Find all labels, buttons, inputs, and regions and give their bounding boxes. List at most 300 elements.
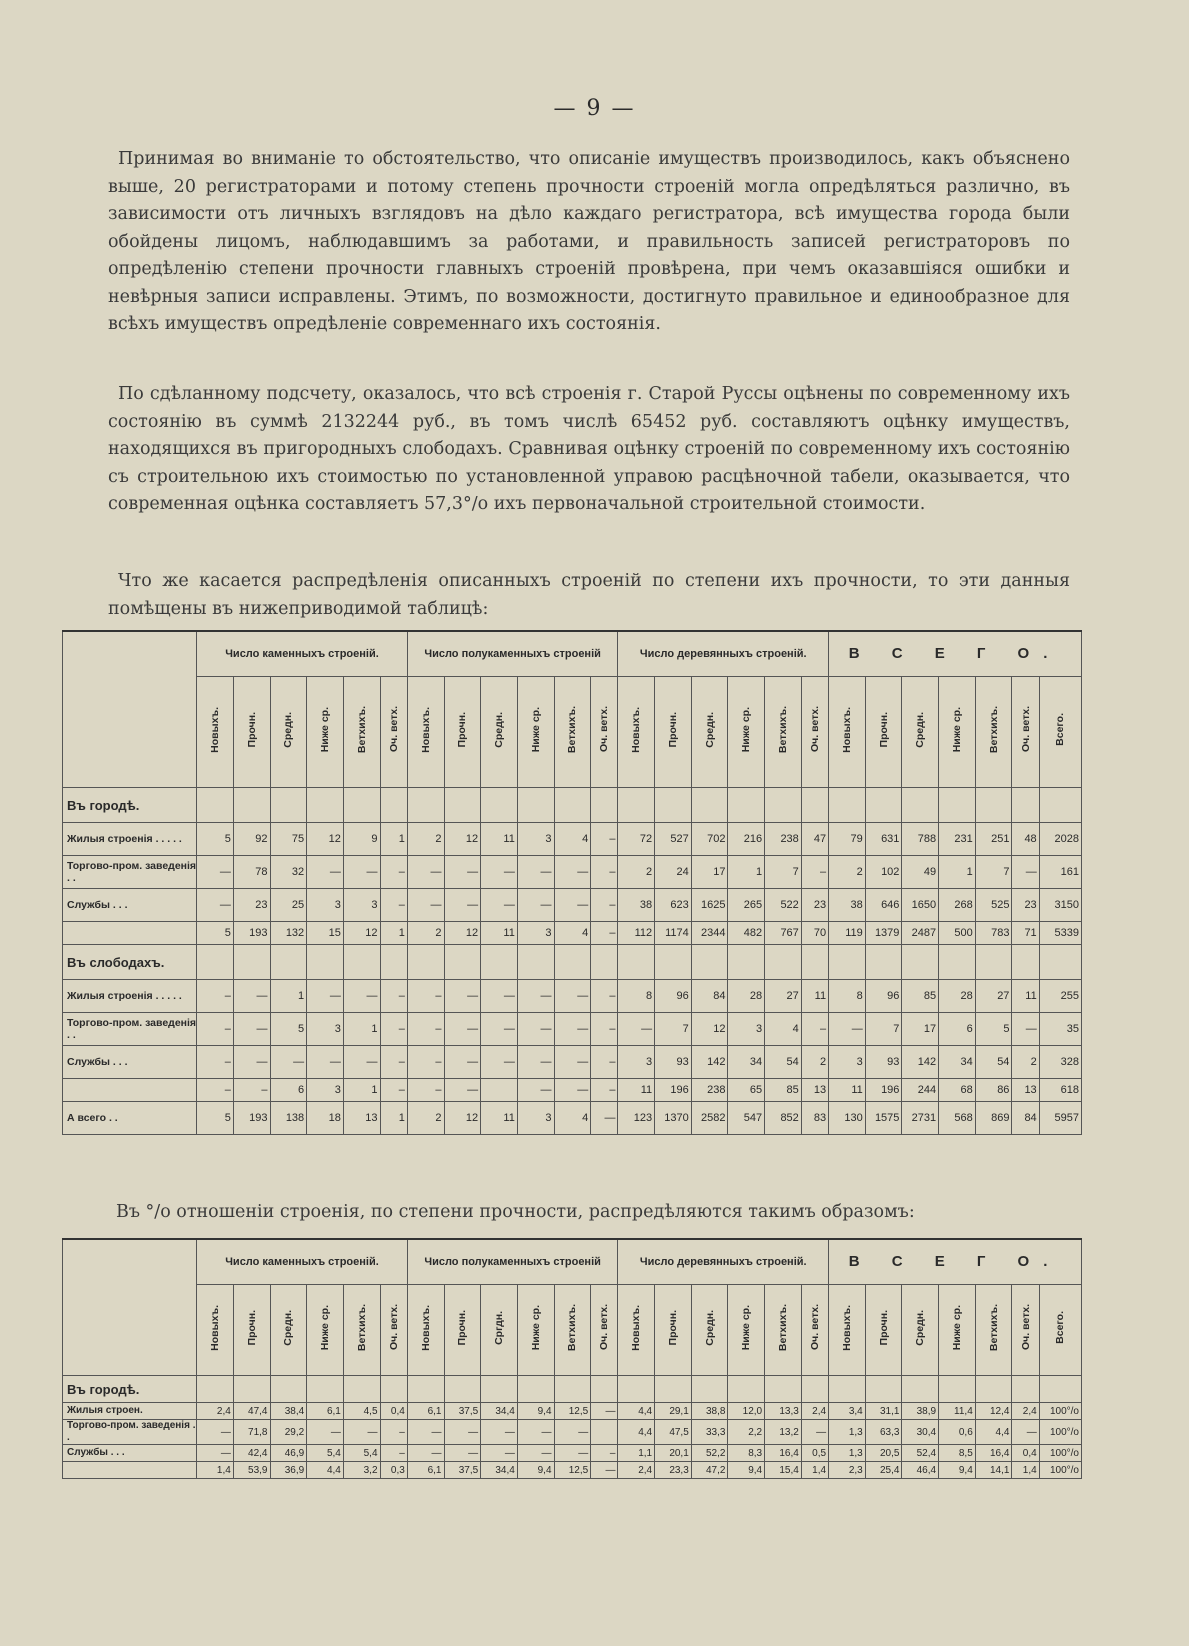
table-cell: 96: [655, 980, 692, 1013]
table-row: [63, 1079, 1082, 1102]
table-cell: 12: [343, 922, 380, 945]
table-cell: —: [517, 1445, 554, 1462]
row-label: Жилыя строен.: [63, 1403, 197, 1420]
table-cell: 142: [691, 1046, 728, 1079]
table-cell: —: [517, 856, 554, 889]
row-label: Службы . . .: [63, 1046, 197, 1079]
column-header: Ниже ср.: [529, 1304, 542, 1351]
column-header: Прочн.: [456, 711, 469, 748]
table-cell: –: [197, 1079, 234, 1102]
table-cell: 23: [801, 889, 828, 922]
table-cell: 30,4: [902, 1420, 939, 1445]
table-cell: 15: [307, 922, 344, 945]
table-cell: 1: [270, 980, 307, 1013]
table-cell: 17: [691, 856, 728, 889]
table-cell: 3: [343, 889, 380, 922]
table-cell: 1625: [691, 889, 728, 922]
table-cell: —: [481, 980, 518, 1013]
strength-percent-table: [62, 1238, 1082, 1479]
table-cell: —: [270, 1046, 307, 1079]
table-cell: 788: [902, 823, 939, 856]
table-cell: 31,1: [865, 1403, 902, 1420]
table-cell: –: [380, 889, 407, 922]
table-cell: —: [517, 889, 554, 922]
table-cell: 12: [307, 823, 344, 856]
column-header: Ниже ср.: [740, 1304, 753, 1351]
table-cell: –: [407, 1079, 444, 1102]
table-cell: 1,1: [618, 1445, 655, 1462]
paragraph-3: Что же касается распредѣленія описанныхъ строеній по степени ихъ прочности, то эти данныя помѣщены въ нижеприводимой таблицѣ:: [108, 571, 1070, 619]
table-cell: —: [233, 1013, 270, 1046]
table-cell: 34,4: [481, 1403, 518, 1420]
table-cell: 25: [270, 889, 307, 922]
table-cell: 79: [829, 823, 866, 856]
column-header-total: Всего.: [1054, 1311, 1067, 1344]
table-cell: 34: [939, 1046, 976, 1079]
table-cell: 18: [307, 1102, 344, 1135]
table-cell: –: [380, 1420, 407, 1445]
column-header: Ниже ср.: [950, 706, 963, 753]
table-cell: 5,4: [307, 1445, 344, 1462]
table-cell: 2,4: [197, 1403, 234, 1420]
table-row: [63, 1046, 1082, 1079]
table-cell: 4: [554, 1102, 591, 1135]
table-cell: 11: [481, 922, 518, 945]
table-cell: —: [554, 1445, 591, 1462]
table-cell: 8: [618, 980, 655, 1013]
table-cell: 130: [829, 1102, 866, 1135]
table-cell: —: [1012, 856, 1039, 889]
table-cell: 5: [197, 922, 234, 945]
table-cell: –: [407, 1013, 444, 1046]
table-cell: 23: [233, 889, 270, 922]
table-cell: 3150: [1039, 889, 1081, 922]
table-cell: 547: [728, 1102, 765, 1135]
table-cell: —: [197, 889, 234, 922]
table-cell: —: [801, 1420, 828, 1445]
table-cell: 2731: [902, 1102, 939, 1135]
table-cell: 96: [865, 980, 902, 1013]
table-cell: 6: [939, 1013, 976, 1046]
table-cell: 16,4: [765, 1445, 802, 1462]
table-cell: 2028: [1039, 823, 1081, 856]
table-cell: –: [407, 980, 444, 1013]
column-header: Средн.: [703, 1309, 716, 1346]
table-cell: 1379: [865, 922, 902, 945]
table-cell: —: [343, 1420, 380, 1445]
table-cell: 11: [618, 1079, 655, 1102]
table-cell: 4,5: [343, 1403, 380, 1420]
table-cell: 2487: [902, 922, 939, 945]
table-cell: —: [591, 1403, 618, 1420]
table-cell: [481, 1079, 518, 1102]
table-cell: 8,5: [939, 1445, 976, 1462]
table-row: [63, 1013, 1082, 1046]
table-cell: 193: [233, 1102, 270, 1135]
table-cell: 93: [865, 1046, 902, 1079]
column-header: Новыхъ.: [419, 706, 432, 753]
table-cell: —: [481, 1445, 518, 1462]
table-cell: 6,1: [307, 1403, 344, 1420]
table-cell: —: [517, 1079, 554, 1102]
column-header: Новыхъ.: [419, 1304, 432, 1351]
group-header: Число деревянныхъ строеній.: [618, 1239, 829, 1285]
table-cell: 0,5: [801, 1445, 828, 1462]
table-cell: —: [444, 1079, 481, 1102]
table-cell: –: [380, 1445, 407, 1462]
table-cell: 20,1: [655, 1445, 692, 1462]
table-cell: 3: [517, 922, 554, 945]
table-cell: 72: [618, 823, 655, 856]
table-cell: 1: [728, 856, 765, 889]
table-cell: 0,3: [380, 1462, 407, 1479]
table-cell: 1,3: [829, 1420, 866, 1445]
table-cell: 216: [728, 823, 765, 856]
paragraph-2: По сдѣланному подсчету, оказалось, что всѣ строенія г. Старой Руссы оцѣнены по современному ихъ состоянію въ суммѣ 2132244 руб., въ томъ числѣ 65452 руб. составляютъ оцѣнку имуществъ, находящихся въ пригородныхъ слободахъ. Сравнивая оцѣнку строеній по современному ихъ состоянію съ строительною ихъ стоимостью по установленной управою расцѣночной табели, оказывается, что современная оцѣнка составляетъ 57,3°/о ихъ первоначальной строительной стоимости.: [108, 384, 1070, 514]
table-cell: 46,9: [270, 1445, 307, 1462]
table-cell: 34: [728, 1046, 765, 1079]
table-cell: —: [444, 1420, 481, 1445]
column-header: Новыхъ.: [840, 1304, 853, 1351]
table-cell: 2,4: [618, 1462, 655, 1479]
column-header: Оч. ветх.: [1019, 1304, 1032, 1351]
table-cell: 12,0: [728, 1403, 765, 1420]
table-cell: —: [343, 1046, 380, 1079]
table-cell: 52,2: [691, 1445, 728, 1462]
table-cell: –: [380, 1079, 407, 1102]
table-cell: 852: [765, 1102, 802, 1135]
group-header: В С Е Г О.: [829, 631, 1082, 677]
table-cell: 83: [801, 1102, 828, 1135]
table-cell: 46,4: [902, 1462, 939, 1479]
table-cell: —: [481, 1013, 518, 1046]
column-header: Ветхихъ.: [987, 705, 1000, 754]
table-cell: 1,4: [1012, 1462, 1039, 1479]
column-header: Оч. ветх.: [808, 1304, 821, 1351]
column-header: Новыхъ.: [840, 706, 853, 753]
table-cell: 2: [1012, 1046, 1039, 1079]
row-label: Жилыя строенія . . . . .: [63, 980, 197, 1013]
column-header: Прочн.: [245, 1309, 258, 1346]
table-cell: –: [233, 1079, 270, 1102]
column-header: Прочн.: [877, 1309, 890, 1346]
table-cell: 7: [975, 856, 1012, 889]
column-header: Ветхихъ.: [987, 1303, 1000, 1352]
table-cell: 231: [939, 823, 976, 856]
table-cell: 71: [1012, 922, 1039, 945]
table-cell: 47,2: [691, 1462, 728, 1479]
column-header: Средн.: [282, 1309, 295, 1346]
section-title: Въ слободахъ.: [63, 945, 197, 980]
table-cell: 54: [765, 1046, 802, 1079]
table-cell: 138: [270, 1102, 307, 1135]
table-cell: 142: [902, 1046, 939, 1079]
table-cell: —: [307, 1046, 344, 1079]
column-header: Новыхъ.: [630, 706, 643, 753]
table-cell: 13,2: [765, 1420, 802, 1445]
table-cell: –: [591, 823, 618, 856]
table-cell: 16,4: [975, 1445, 1012, 1462]
table-cell: [591, 1420, 618, 1445]
table-cell: 238: [691, 1079, 728, 1102]
table-cell: —: [481, 889, 518, 922]
group-header: Число деревянныхъ строеній.: [618, 631, 829, 677]
table-cell: 161: [1039, 856, 1081, 889]
table-cell: –: [197, 1046, 234, 1079]
column-header: Ниже ср.: [950, 1304, 963, 1351]
column-header: Ветхихъ.: [355, 705, 368, 754]
table-cell: 47,4: [233, 1403, 270, 1420]
table-cell: 3: [517, 823, 554, 856]
table-cell: —: [307, 856, 344, 889]
table-cell: –: [591, 1445, 618, 1462]
table-cell: 11,4: [939, 1403, 976, 1420]
table-cell: 2,2: [728, 1420, 765, 1445]
table-cell: 3: [829, 1046, 866, 1079]
column-header: Оч. ветх.: [598, 1304, 611, 1351]
table-cell: 17: [902, 1013, 939, 1046]
table-cell: 35: [1039, 1013, 1081, 1046]
table-cell: 2: [407, 1102, 444, 1135]
table-cell: 9,4: [517, 1403, 554, 1420]
column-header: Оч. ветх.: [808, 706, 821, 753]
column-header: Прочн.: [666, 711, 679, 748]
table-cell: 702: [691, 823, 728, 856]
table-cell: 23,3: [655, 1462, 692, 1479]
table-row: [63, 856, 1082, 889]
table-cell: 33,3: [691, 1420, 728, 1445]
table-cell: –: [801, 1013, 828, 1046]
table-cell: 93: [655, 1046, 692, 1079]
table-cell: 1,3: [829, 1445, 866, 1462]
table-cell: 3: [728, 1013, 765, 1046]
table-cell: 3: [307, 889, 344, 922]
table-cell: 38,4: [270, 1403, 307, 1420]
table-cell: 1,4: [197, 1462, 234, 1479]
table-cell: —: [197, 856, 234, 889]
table-cell: —: [554, 856, 591, 889]
table-cell: 2: [618, 856, 655, 889]
table-cell: 5339: [1039, 922, 1081, 945]
table-cell: 6,1: [407, 1403, 444, 1420]
table-cell: 52,4: [902, 1445, 939, 1462]
column-header: Ниже ср.: [529, 706, 542, 753]
table-cell: 8: [829, 980, 866, 1013]
table-row: [63, 1445, 1082, 1462]
table-cell: –: [591, 922, 618, 945]
group-header: Число каменныхъ строеній.: [197, 631, 408, 677]
column-header: Оч. ветх.: [1019, 706, 1032, 753]
table-cell: 0,6: [939, 1420, 976, 1445]
table-cell: 36,9: [270, 1462, 307, 1479]
table-cell: 54: [975, 1046, 1012, 1079]
table-cell: —: [407, 856, 444, 889]
column-header: Оч. ветх.: [387, 1304, 400, 1351]
table-cell: —: [1012, 1013, 1039, 1046]
column-header: Прочн.: [245, 711, 258, 748]
table-cell: 1370: [655, 1102, 692, 1135]
table-cell: —: [233, 980, 270, 1013]
table-cell: 13: [1012, 1079, 1039, 1102]
table-cell: —: [444, 1013, 481, 1046]
table-cell: 34,4: [481, 1462, 518, 1479]
table-cell: 25,4: [865, 1462, 902, 1479]
table-cell: —: [829, 1013, 866, 1046]
table-cell: 3: [517, 1102, 554, 1135]
column-header: Новыхъ.: [208, 1304, 221, 1351]
row-label: Службы . . .: [63, 1445, 197, 1462]
table-cell: 12: [444, 1102, 481, 1135]
table-cell: 482: [728, 922, 765, 945]
table-cell: 9,4: [517, 1462, 554, 1479]
table-cell: 9,4: [939, 1462, 976, 1479]
table-cell: 29,2: [270, 1420, 307, 1445]
table-row: [63, 980, 1082, 1013]
table-cell: 23: [1012, 889, 1039, 922]
table-cell: 11: [481, 823, 518, 856]
table-cell: —: [481, 856, 518, 889]
table-cell: 100°/о: [1039, 1420, 1081, 1445]
table-cell: —: [517, 1420, 554, 1445]
row-label: Службы . . .: [63, 889, 197, 922]
table-cell: 1: [939, 856, 976, 889]
table-cell: 244: [902, 1079, 939, 1102]
table-cell: 75: [270, 823, 307, 856]
column-header: Ветхихъ.: [776, 1303, 789, 1352]
table-cell: 119: [829, 922, 866, 945]
table-cell: –: [591, 1079, 618, 1102]
table-cell: 3: [307, 1079, 344, 1102]
table-cell: 11: [481, 1102, 518, 1135]
table-cell: 251: [975, 823, 1012, 856]
table-cell: –: [801, 856, 828, 889]
column-header: Ниже ср.: [319, 706, 331, 753]
table-cell: –: [591, 889, 618, 922]
table-cell: 65: [728, 1079, 765, 1102]
column-header: Средн.: [914, 711, 927, 748]
table-cell: 38: [829, 889, 866, 922]
table-cell: 4,4: [618, 1403, 655, 1420]
table-cell: 12: [444, 922, 481, 945]
table-cell: 84: [1012, 1102, 1039, 1135]
table-cell: 92: [233, 823, 270, 856]
group-header: Число полукаменныхъ строеній: [407, 631, 618, 677]
column-header-total: Всего.: [1054, 713, 1067, 746]
table-cell: 238: [765, 823, 802, 856]
table-cell: 5: [197, 823, 234, 856]
column-header: Средн.: [493, 711, 505, 748]
table-cell: –: [380, 856, 407, 889]
table-cell: 522: [765, 889, 802, 922]
table-cell: 8,3: [728, 1445, 765, 1462]
table-cell: 869: [975, 1102, 1012, 1135]
column-header: Ниже ср.: [740, 706, 753, 753]
table-cell: 15,4: [765, 1462, 802, 1479]
table-cell: 13: [801, 1079, 828, 1102]
table-cell: —: [554, 1013, 591, 1046]
table-cell: 1: [380, 1102, 407, 1135]
strength-count-table: [62, 630, 1082, 1135]
table-cell: 85: [902, 980, 939, 1013]
table-cell: 71,8: [233, 1420, 270, 1445]
corner-cell: [63, 631, 197, 788]
table-cell: 2: [829, 856, 866, 889]
table-cell: –: [591, 1013, 618, 1046]
table-cell: —: [481, 1420, 518, 1445]
group-header: Число каменныхъ строеній.: [197, 1239, 408, 1285]
table-cell: –: [197, 1013, 234, 1046]
column-header: Новыхъ.: [630, 1304, 643, 1351]
table-cell: 27: [975, 980, 1012, 1013]
column-header: Ветхихъ.: [355, 1303, 368, 1352]
table-cell: —: [554, 1079, 591, 1102]
table-cell: 78: [233, 856, 270, 889]
table-row: [63, 1462, 1082, 1479]
table-cell: 3: [307, 1013, 344, 1046]
table-cell: 13,3: [765, 1403, 802, 1420]
table-cell: –: [380, 980, 407, 1013]
column-header: Прочн.: [666, 1309, 679, 1346]
table-cell: 196: [865, 1079, 902, 1102]
table-row: [63, 922, 1082, 945]
column-header: Ветхихъ.: [776, 705, 789, 754]
row-label: Торгово-пром. заведенія . .: [63, 1013, 197, 1046]
column-header: Новыхъ.: [208, 706, 221, 753]
table-cell: 14,1: [975, 1462, 1012, 1479]
table-cell: 5: [197, 1102, 234, 1135]
table-cell: 623: [655, 889, 692, 922]
column-header: Оч. ветх.: [598, 706, 611, 753]
table-cell: 70: [801, 922, 828, 945]
table-cell: 1174: [655, 922, 692, 945]
table-cell: 2,4: [1012, 1403, 1039, 1420]
table-cell: 631: [865, 823, 902, 856]
paragraph-4: Въ °/о отношеніи строенія, по степени прочности, распредѣляются такимъ образомъ:: [116, 1201, 915, 1222]
table-cell: –: [380, 1013, 407, 1046]
table-cell: 63,3: [865, 1420, 902, 1445]
table-cell: —: [444, 980, 481, 1013]
table-cell: —: [197, 1445, 234, 1462]
section-title: Въ городѣ.: [63, 1376, 197, 1403]
table-cell: —: [554, 1046, 591, 1079]
table-cell: 11: [829, 1079, 866, 1102]
table-cell: 0,4: [1012, 1445, 1039, 1462]
table-cell: 783: [975, 922, 1012, 945]
table-cell: 196: [655, 1079, 692, 1102]
column-header: Средн.: [914, 1309, 927, 1346]
corner-cell: [63, 1239, 197, 1376]
table-cell: 2: [407, 823, 444, 856]
table-cell: 525: [975, 889, 1012, 922]
table-cell: 7: [865, 1013, 902, 1046]
table-cell: –: [591, 980, 618, 1013]
table-cell: —: [233, 1046, 270, 1079]
table-cell: 646: [865, 889, 902, 922]
table-cell: 3,4: [829, 1403, 866, 1420]
table-cell: 5,4: [343, 1445, 380, 1462]
table-cell: 4,4: [975, 1420, 1012, 1445]
table-cell: 4,4: [618, 1420, 655, 1445]
table-cell: 1: [343, 1079, 380, 1102]
table-cell: 37,5: [444, 1462, 481, 1479]
table-row: [63, 823, 1082, 856]
table-cell: 9: [343, 823, 380, 856]
row-label: А всего . .: [63, 1102, 197, 1135]
column-header: Прочн.: [456, 1309, 469, 1346]
column-header: Ветхихъ.: [566, 705, 579, 754]
row-label: Торгово-пром. заведенія . .: [63, 856, 197, 889]
table-cell: 7: [765, 856, 802, 889]
